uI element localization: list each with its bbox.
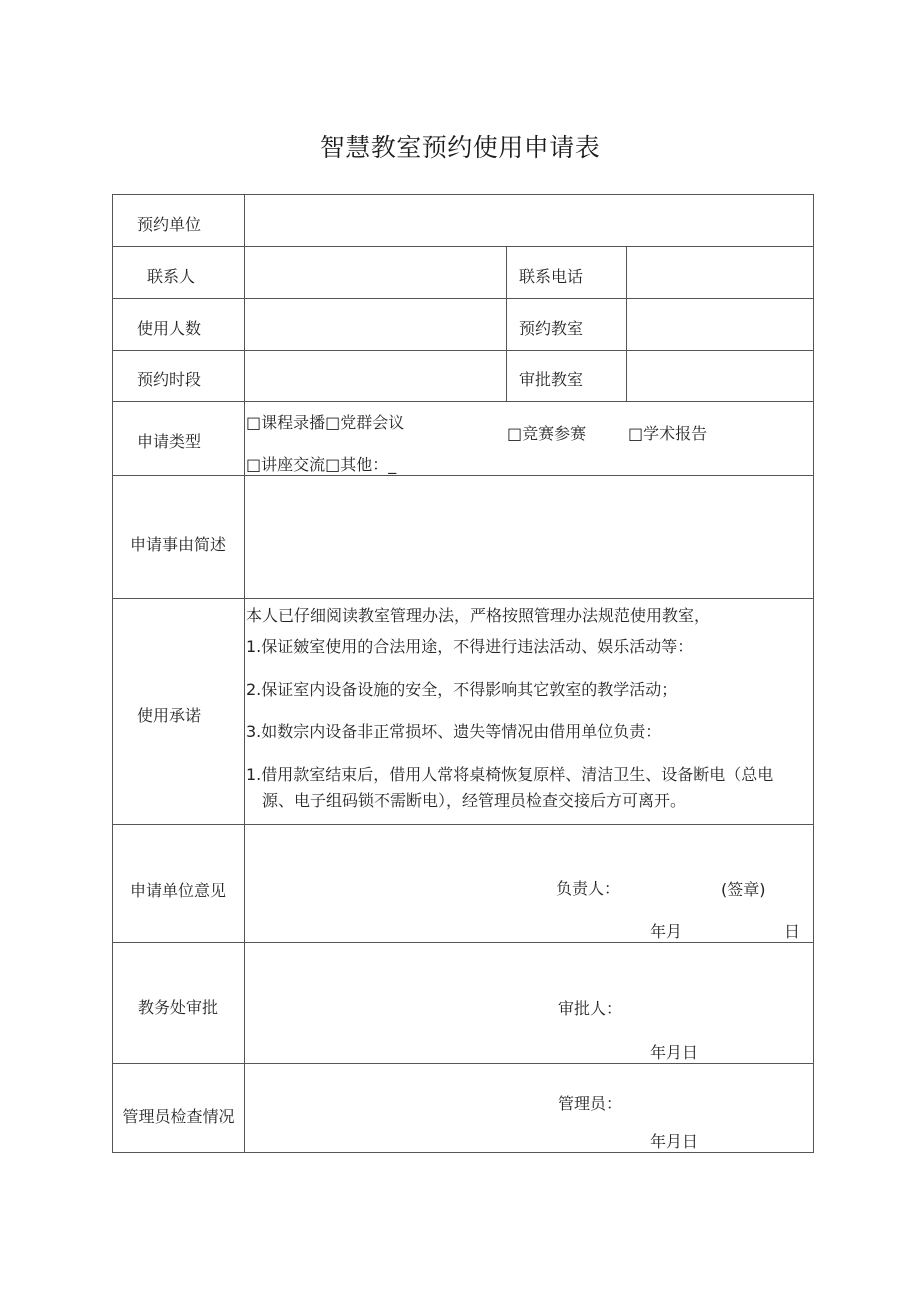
- row-border: [112, 350, 814, 351]
- col-border: [244, 194, 245, 1153]
- type-option-academic-report[interactable]: □学术报告: [628, 424, 708, 443]
- promise-line: 1.借用款室结束后，借用人常将桌椅恢复原样、清洁卫生、设备断电（总电: [246, 765, 774, 784]
- col-border: [626, 246, 627, 401]
- dept-seal-label: (签章): [721, 880, 766, 899]
- promise-line: 3.如数宗内设备非正常损坏、遗失等情况由借用单位负责：: [246, 722, 662, 741]
- label-room: 预约教室: [519, 319, 584, 338]
- row-border: [112, 298, 814, 299]
- label-promise: 使用承诺: [136, 706, 201, 725]
- label-approve-room: 审批教室: [519, 370, 584, 389]
- label-admin-check: 管理员检查情况: [122, 1107, 235, 1126]
- admin-label: 管理员：: [558, 1094, 623, 1113]
- type-option-lecture-other[interactable]: □讲座交流□其他：_: [246, 455, 397, 474]
- label-count: 使用人数: [136, 319, 201, 338]
- label-contact: 联系人: [146, 267, 195, 286]
- label-period: 预约时段: [136, 370, 201, 389]
- label-phone: 联系电话: [519, 267, 584, 286]
- approver-label: 审批人：: [558, 999, 623, 1018]
- row-border: [112, 401, 814, 402]
- admin-date: 年月日: [650, 1132, 699, 1151]
- label-dept-opinion: 申请单位意见: [129, 881, 226, 900]
- row-border: [112, 475, 814, 476]
- row-border: [112, 1063, 814, 1064]
- dept-head-label: 负责人：: [556, 879, 621, 898]
- row-border: [112, 824, 814, 825]
- promise-line: 2.保证室内设备设施的安全，不得影响其它敦室的教学活动；: [246, 680, 678, 699]
- dept-date-ym: 年月: [650, 922, 683, 941]
- label-reason: 申请事由简述: [129, 535, 226, 554]
- promise-line: 本人已仔细阅读教室管理办法，严格按照管理办法规范使用教室，: [246, 606, 711, 625]
- row-border: [112, 1152, 814, 1153]
- col-border: [506, 246, 507, 401]
- row-border: [112, 194, 814, 195]
- type-option-competition[interactable]: □竞赛参赛: [507, 424, 587, 443]
- type-option-record-party[interactable]: □课程录播□党群会议: [246, 413, 405, 432]
- row-border: [112, 246, 814, 247]
- row-border: [112, 942, 814, 943]
- label-type: 申请类型: [136, 432, 201, 451]
- page-title: 智慧教室预约使用申请表: [319, 133, 601, 162]
- row-border: [112, 598, 814, 599]
- col-border: [813, 194, 814, 1153]
- label-academic: 教务处审批: [137, 998, 218, 1017]
- promise-line: 1.保证皴室使用的合法用途，不得进行违法活动、娱乐活动等：: [246, 637, 694, 656]
- approver-date: 年月日: [650, 1043, 699, 1062]
- dept-date-d: 日: [784, 922, 801, 941]
- promise-line: 源、电子组码锁不需断电），经管理员检查交接后方可离开。: [262, 791, 687, 810]
- label-unit: 预约单位: [136, 215, 201, 234]
